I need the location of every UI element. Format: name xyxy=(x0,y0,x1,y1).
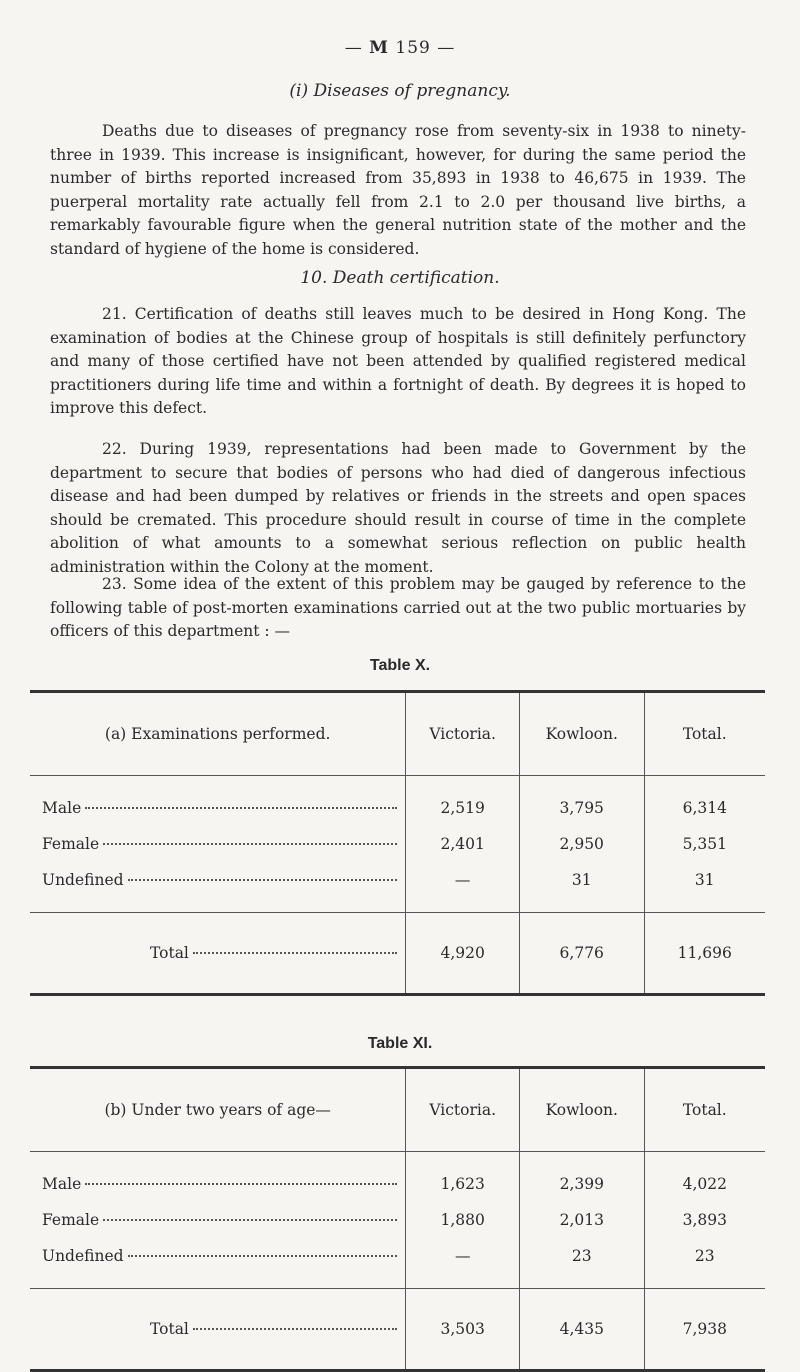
section-heading-diseases-of-pregnancy xyxy=(0,81,800,101)
cell-kowloon: 31 xyxy=(519,862,644,913)
cell-kowloon: 2,399 xyxy=(520,1152,645,1203)
section-title: Diseases of pregnancy. xyxy=(313,81,511,101)
row-label: Undefined xyxy=(42,871,124,889)
table-row xyxy=(30,1202,765,1238)
section-title: Death certification. xyxy=(332,268,500,288)
table-total-row xyxy=(30,913,765,995)
paragraph-diseases-of-pregnancy: Deaths due to diseases of pregnancy rose from seventy-six in 1938 to ninety-three in 1939. This increase is insignificant, however, for during the same period the number of births reported increased from 35,893 in 1938 to 46,675 in 1939. The puerperal mortality rate actually fell from 2.1 to 2.0 per thousand live births, a remarkably favourable figure when the general nutrition state of the mother and the standard of hygiene of the home is considered. xyxy=(50,122,746,258)
cell-kowloon: 2,950 xyxy=(519,826,644,862)
leader-dots xyxy=(128,879,398,881)
table-header-row xyxy=(30,692,765,776)
cell-victoria: — xyxy=(406,1238,520,1289)
table-header-row xyxy=(30,1068,765,1152)
cell-total: 6,314 xyxy=(644,776,765,827)
column-header-kowloon: Kowloon. xyxy=(519,692,644,776)
leader-dots xyxy=(193,952,397,954)
column-header-kowloon: Kowloon. xyxy=(520,1068,645,1152)
cell-victoria: 2,401 xyxy=(406,826,520,862)
cell-victoria: — xyxy=(406,862,520,913)
table-total-row xyxy=(30,1289,765,1371)
cell-kowloon: 6,776 xyxy=(519,913,644,995)
page-header-dash-right: — xyxy=(437,38,456,58)
table-row xyxy=(30,826,765,862)
table-xi xyxy=(30,1066,765,1372)
cell-total: 4,022 xyxy=(644,1152,765,1203)
row-label: Undefined xyxy=(42,1247,124,1265)
row-label: Total xyxy=(150,944,189,962)
row-label: Male xyxy=(42,1175,82,1193)
table-xi-caption: Table XI. xyxy=(367,1035,433,1052)
column-header-victoria: Victoria. xyxy=(406,692,520,776)
leader-dots xyxy=(103,1219,397,1221)
paragraph-22: 22. During 1939, representations had been made to Government by the department to secure that bodies of persons who had died of dangerous infectious disease and had been dumped by relatives or friends in the streets and open spaces should be cremated. This procedure should result in course of time in the complete abolition of what amounts to a somewhat serious reflection on public health administration within the Colony at the moment. xyxy=(50,440,746,576)
table-row xyxy=(30,1152,765,1203)
cell-total: 23 xyxy=(644,1238,765,1289)
table-x-caption: Table X. xyxy=(369,657,431,674)
column-header-category: (b) Under two years of age— xyxy=(30,1068,406,1152)
cell-total: 7,938 xyxy=(644,1289,765,1371)
cell-victoria: 1,623 xyxy=(406,1152,520,1203)
cell-kowloon: 23 xyxy=(520,1238,645,1289)
table-row xyxy=(30,1238,765,1289)
row-label: Female xyxy=(42,1211,100,1229)
cell-total: 3,893 xyxy=(644,1202,765,1238)
section-label: (i) xyxy=(289,81,309,101)
page-header-series: M xyxy=(369,38,389,58)
section-label: 10. xyxy=(300,268,328,288)
page-number: 159 xyxy=(395,38,431,58)
table-x xyxy=(30,690,765,996)
paragraph-21: 21. Certification of deaths still leaves much to be desired in Hong Kong. The examination of bodies at the Chinese group of hospitals is still definitely perfunctory and many of those certified have not been attended by qualified registered medical practitioners during life time and within a fortnight of death. By degrees it is hoped to improve this defect. xyxy=(50,305,746,417)
column-header-category: (a) Examinations performed. xyxy=(30,692,406,776)
column-header-total: Total. xyxy=(644,1068,765,1152)
table-row xyxy=(30,862,765,913)
cell-victoria: 2,519 xyxy=(406,776,520,827)
cell-kowloon: 4,435 xyxy=(520,1289,645,1371)
column-header-victoria: Victoria. xyxy=(406,1068,520,1152)
leader-dots xyxy=(128,1255,398,1257)
leader-dots xyxy=(193,1328,397,1330)
leader-dots xyxy=(103,843,397,845)
cell-total: 5,351 xyxy=(644,826,765,862)
leader-dots xyxy=(85,1183,397,1185)
row-label: Total xyxy=(150,1320,189,1338)
cell-total: 11,696 xyxy=(644,913,765,995)
column-header-total: Total. xyxy=(644,692,765,776)
paragraph-23: 23. Some idea of the extent of this problem may be gauged by reference to the following table of post-morten examinations carried out at the two public mortuaries by officers of this department : — xyxy=(50,575,746,640)
page-header xyxy=(0,38,800,58)
leader-dots xyxy=(85,807,397,809)
section-heading-death-certification xyxy=(0,268,800,288)
cell-kowloon: 2,013 xyxy=(520,1202,645,1238)
row-label: Male xyxy=(42,799,82,817)
table-row xyxy=(30,776,765,827)
cell-kowloon: 3,795 xyxy=(519,776,644,827)
cell-victoria: 3,503 xyxy=(406,1289,520,1371)
cell-victoria: 1,880 xyxy=(406,1202,520,1238)
cell-victoria: 4,920 xyxy=(406,913,520,995)
page-header-dash-left: — xyxy=(344,38,363,58)
cell-total: 31 xyxy=(644,862,765,913)
row-label: Female xyxy=(42,835,100,853)
